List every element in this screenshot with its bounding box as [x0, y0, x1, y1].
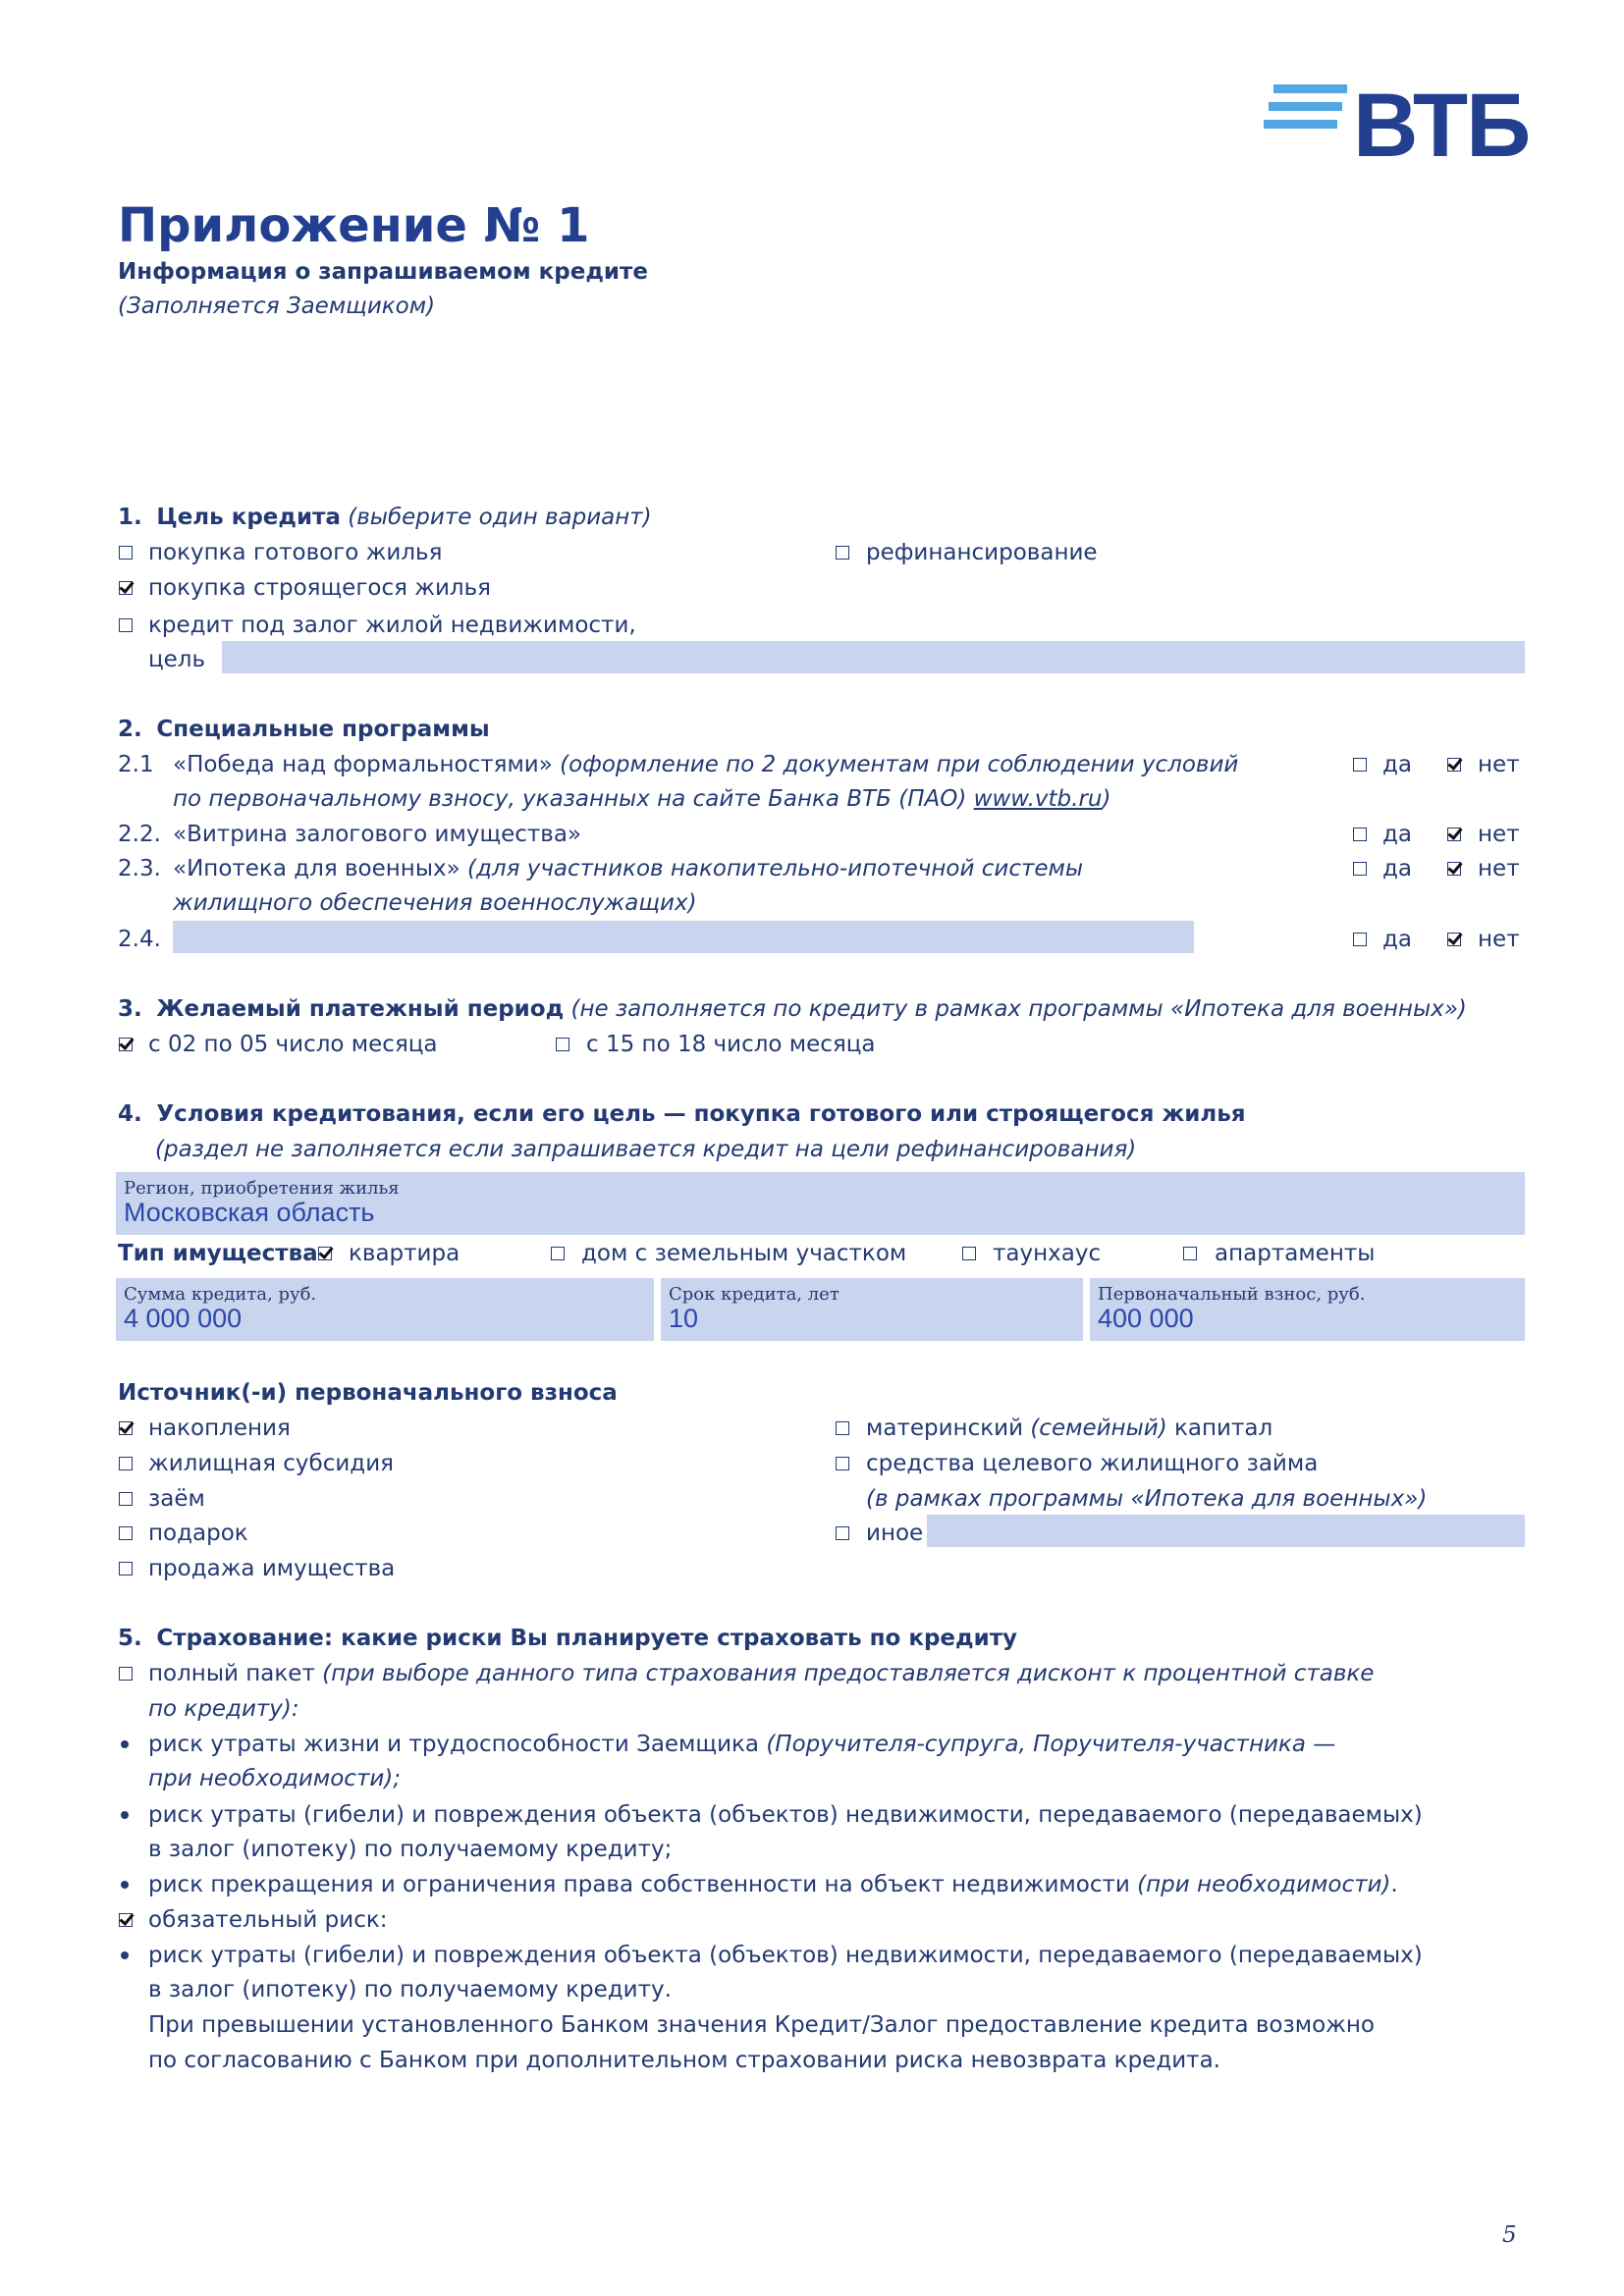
- section-note: (не заполняется по кредиту в рамках программы «Ипотека для военных»): [570, 996, 1467, 1022]
- source-maternity-note: (семейный): [1030, 1415, 1167, 1441]
- bullet: [121, 1811, 129, 1819]
- insurance-full-note-line2: по кредиту):: [148, 1696, 299, 1722]
- period-15-18-label: с 15 по 18 число месяца: [586, 1032, 876, 1057]
- source-subsidy-label: жилищная субсидия: [148, 1451, 394, 1476]
- source-loan-label: заём: [148, 1486, 205, 1512]
- source-maternity-end: капитал: [1173, 1415, 1273, 1441]
- purpose-goal-field[interactable]: [222, 641, 1525, 673]
- no-label: нет: [1478, 822, 1520, 847]
- section-4-heading: [118, 1099, 1246, 1129]
- down-payment-field[interactable]: [1090, 1278, 1525, 1341]
- program-2-1-label: [173, 750, 1238, 779]
- property-type-townhouse-label: таунхаус: [993, 1241, 1102, 1266]
- section-5-heading: [118, 1624, 1017, 1653]
- program-2-1-no-checkbox[interactable]: [1447, 758, 1461, 772]
- page-number: 5: [1502, 2222, 1517, 2248]
- yes-label: да: [1382, 752, 1412, 777]
- vtb-site-link[interactable]: www.vtb.ru: [973, 786, 1103, 812]
- source-property-sale-checkbox[interactable]: [119, 1562, 133, 1575]
- page-note: (Заполняется Заемщиком): [118, 294, 436, 319]
- insurance-mandatory-label: обязательный риск:: [148, 1907, 388, 1933]
- risk-property-line1: риск утраты (гибели) и повреждения объекта (объектов) недвижимости, передаваемого (передаваемых): [148, 1802, 1423, 1828]
- source-military-loan-label: средства целевого жилищного займа: [866, 1451, 1319, 1476]
- insurance-full-note: (при выборе данного типа страхования предоставляется дисконт к процентной ставке: [322, 1661, 1375, 1686]
- loan-term-label: Срок кредита, лет: [669, 1284, 839, 1305]
- purpose-secured-loan-checkbox[interactable]: [119, 618, 133, 632]
- logo-text: ВТБ: [1353, 76, 1530, 176]
- page-title: Приложение № 1: [118, 198, 590, 253]
- insurance-full-text: полный пакет: [148, 1661, 315, 1686]
- program-2-3-yes-checkbox[interactable]: [1353, 862, 1367, 876]
- loan-amount-value: 4 000 000: [124, 1304, 243, 1333]
- bullet: [121, 1740, 129, 1748]
- section-number: 5.: [118, 1626, 142, 1651]
- program-2-3-note-line2: жилищного обеспечения военнослужащих): [173, 890, 697, 916]
- purpose-under-construction-label: покупка строящегося жилья: [148, 575, 492, 601]
- period-02-05-label: с 02 по 05 число месяца: [148, 1032, 438, 1057]
- source-savings-label: накопления: [148, 1415, 291, 1441]
- down-payment-value: 400 000: [1098, 1304, 1194, 1333]
- program-2-3-label: [173, 854, 1083, 883]
- logo-stripe: [1264, 120, 1337, 129]
- source-military-loan-checkbox[interactable]: [836, 1457, 849, 1470]
- program-2-3-number: 2.3.: [118, 856, 161, 881]
- program-name: «Ипотека для военных»: [173, 856, 460, 881]
- region-field[interactable]: [116, 1172, 1525, 1235]
- property-type-apartments-checkbox[interactable]: [1183, 1247, 1197, 1260]
- source-maternity-capital-label: [866, 1414, 1272, 1443]
- mandatory-risk-line2: в залог (ипотеку) по получаемому кредиту.: [148, 1977, 672, 2002]
- loan-amount-label: Сумма кредита, руб.: [124, 1284, 317, 1305]
- period-15-18-checkbox[interactable]: [556, 1038, 569, 1051]
- source-savings-checkbox[interactable]: [119, 1421, 133, 1435]
- section-number: 2.: [118, 717, 142, 742]
- section-note: (выберите один вариант): [348, 505, 652, 530]
- yes-label: да: [1382, 856, 1412, 881]
- program-2-2-no-checkbox[interactable]: [1447, 828, 1461, 841]
- section-1-heading: [118, 503, 652, 532]
- property-type-apartment-checkbox[interactable]: [318, 1247, 332, 1260]
- risk-life-label: [148, 1730, 1335, 1759]
- program-2-2-yes-checkbox[interactable]: [1353, 828, 1367, 841]
- program-note: (оформление по 2 документам при соблюдении условий: [560, 752, 1239, 777]
- down-payment-label: Первоначальный взнос, руб.: [1098, 1284, 1366, 1305]
- program-2-3-no-checkbox[interactable]: [1447, 862, 1461, 876]
- section-number: 3.: [118, 996, 142, 1022]
- program-note: по первоначальному взносу, указанных на сайте Банка ВТБ (ПАО): [173, 786, 967, 812]
- risk-title-label: [148, 1870, 1398, 1899]
- yes-label: да: [1382, 927, 1412, 952]
- risk-life-note: (Поручителя-супруга, Поручителя-участника —: [766, 1732, 1336, 1757]
- program-2-4-yes-checkbox[interactable]: [1353, 933, 1367, 946]
- program-2-2-number: 2.2.: [118, 822, 161, 847]
- region-field-label: Регион, приобретения жилья: [124, 1178, 400, 1199]
- page-subtitle: Информация о запрашиваемом кредите: [118, 259, 648, 285]
- program-2-4-number: 2.4.: [118, 927, 161, 952]
- source-gift-label: подарок: [148, 1521, 248, 1546]
- ltv-paragraph-line1: При превышении установленного Банком значения Кредит/Залог предоставление кредита возможно: [148, 2012, 1375, 2038]
- section-title: Страхование: какие риски Вы планируете страховать по кредиту: [156, 1626, 1018, 1651]
- region-field-value: Московская область: [124, 1198, 375, 1227]
- loan-term-value: 10: [669, 1304, 699, 1333]
- insurance-full-package-checkbox[interactable]: [119, 1667, 133, 1681]
- yes-label: да: [1382, 822, 1412, 847]
- source-maternity-text: материнский: [866, 1415, 1024, 1441]
- insurance-mandatory-checkbox[interactable]: [119, 1913, 133, 1927]
- logo-stripe: [1273, 84, 1347, 93]
- section-4-note: (раздел не заполняется если запрашивается кредит на цели рефинансирования): [155, 1137, 1137, 1162]
- section-number: 4.: [118, 1101, 142, 1127]
- source-gift-checkbox[interactable]: [119, 1526, 133, 1540]
- section-title: Желаемый платежный период: [156, 996, 565, 1022]
- source-other-field[interactable]: [927, 1515, 1525, 1547]
- property-type-label: Тип имущества: [118, 1241, 318, 1266]
- source-other-checkbox[interactable]: [836, 1526, 849, 1540]
- no-label: нет: [1478, 752, 1520, 777]
- property-type-house-label: дом с земельным участком: [581, 1241, 907, 1266]
- bullet: [121, 1951, 129, 1959]
- program-note: (для участников накопительно-ипотечной системы: [467, 856, 1084, 881]
- section-title: Условия кредитования, если его цель — покупка готового или строящегося жилья: [156, 1101, 1246, 1127]
- section-title: Специальные программы: [156, 717, 490, 742]
- program-2-4-field[interactable]: [173, 921, 1194, 953]
- purpose-goal-label: цель: [148, 647, 206, 672]
- section-2-heading: [118, 715, 490, 744]
- purpose-under-construction-checkbox[interactable]: [119, 581, 133, 595]
- bullet: [121, 1881, 129, 1889]
- purpose-secured-loan-label: кредит под залог жилой недвижимости,: [148, 613, 636, 638]
- section-number: 1.: [118, 505, 142, 530]
- loan-amount-field[interactable]: [116, 1278, 654, 1341]
- purpose-ready-housing-checkbox[interactable]: [119, 546, 133, 560]
- source-subsidy-checkbox[interactable]: [119, 1457, 133, 1470]
- source-other-label: иное: [866, 1521, 924, 1546]
- mandatory-risk-line1: риск утраты (гибели) и повреждения объекта (объектов) недвижимости, передаваемого (передаваемых): [148, 1943, 1423, 1968]
- risk-title-text: риск прекращения и ограничения права собственности на объект недвижимости: [148, 1872, 1130, 1897]
- program-2-4-no-checkbox[interactable]: [1447, 933, 1461, 946]
- property-type-apartment-label: квартира: [349, 1241, 460, 1266]
- no-label: нет: [1478, 927, 1520, 952]
- purpose-refinancing-checkbox[interactable]: [836, 546, 849, 560]
- property-type-house-checkbox[interactable]: [551, 1247, 565, 1260]
- section-title: Цель кредита: [156, 505, 341, 530]
- source-property-sale-label: продажа имущества: [148, 1556, 396, 1581]
- program-2-1-note-line2: [173, 784, 1111, 814]
- risk-life-note-line2: при необходимости);: [148, 1766, 402, 1791]
- ltv-paragraph-line2: по согласованию с Банком при дополнительном страховании риска невозврата кредита.: [148, 2048, 1220, 2073]
- no-label: нет: [1478, 856, 1520, 881]
- source-military-loan-note: (в рамках программы «Ипотека для военных»): [866, 1486, 1428, 1512]
- program-2-2-label: «Витрина залогового имущества»: [173, 822, 582, 847]
- loan-term-field[interactable]: [661, 1278, 1083, 1341]
- source-maternity-capital-checkbox[interactable]: [836, 1421, 849, 1435]
- risk-title-note: (при необходимости): [1137, 1872, 1391, 1897]
- program-2-1-yes-checkbox[interactable]: [1353, 758, 1367, 772]
- risk-life-text: риск утраты жизни и трудоспособности Заемщика: [148, 1732, 760, 1757]
- insurance-full-package-label: [148, 1659, 1374, 1688]
- program-2-1-number: 2.1: [118, 752, 154, 777]
- risk-property-line2: в залог (ипотеку) по получаемому кредиту;: [148, 1837, 673, 1862]
- purpose-ready-housing-label: покупка готового жилья: [148, 540, 443, 565]
- source-loan-checkbox[interactable]: [119, 1492, 133, 1506]
- logo-stripe: [1269, 102, 1342, 111]
- period-02-05-checkbox[interactable]: [119, 1038, 133, 1051]
- section-3-heading: [118, 994, 1467, 1024]
- property-type-townhouse-checkbox[interactable]: [962, 1247, 976, 1260]
- program-name: «Победа над формальностями»: [173, 752, 553, 777]
- property-type-apartments-label: апартаменты: [1215, 1241, 1376, 1266]
- down-payment-sources-title: Источник(-и) первоначального взноса: [118, 1380, 618, 1406]
- purpose-refinancing-label: рефинансирование: [866, 540, 1098, 565]
- risk-title-period: .: [1390, 1872, 1398, 1897]
- program-note-close: ): [1102, 786, 1111, 812]
